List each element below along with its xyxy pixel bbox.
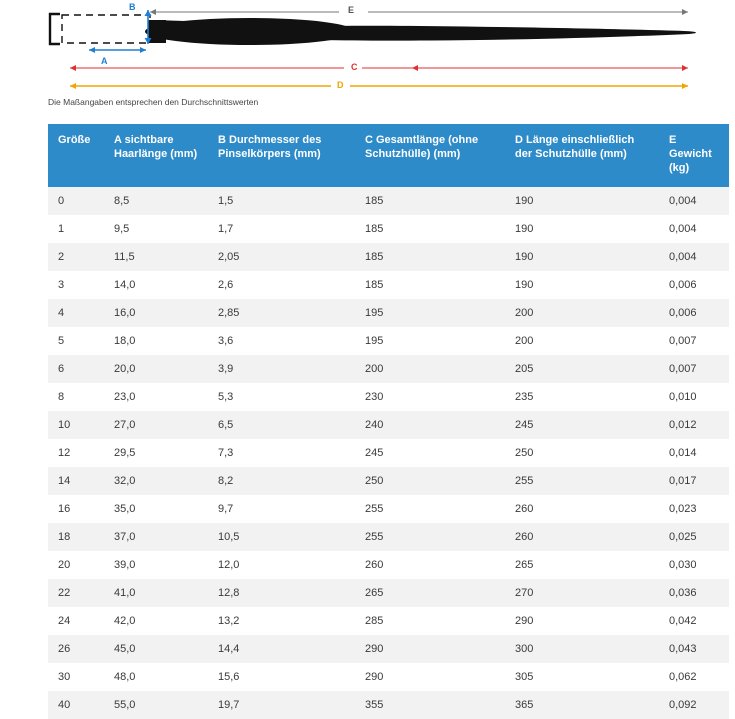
cell-c: 200 bbox=[365, 363, 384, 376]
table-body bbox=[48, 187, 729, 719]
brush-illustration bbox=[0, 0, 735, 60]
ferrule-outline bbox=[62, 15, 150, 43]
table-header bbox=[48, 124, 729, 187]
cell-d: 190 bbox=[515, 279, 534, 292]
cell-a: 20,0 bbox=[114, 363, 136, 376]
cell-d: 250 bbox=[515, 447, 534, 460]
dimension-a bbox=[89, 47, 146, 53]
cell-size: 10 bbox=[58, 419, 71, 432]
cell-e: 0,004 bbox=[669, 223, 697, 236]
cell-a: 32,0 bbox=[114, 475, 136, 488]
cell-a: 14,0 bbox=[114, 279, 136, 292]
cell-size: 0 bbox=[58, 195, 65, 208]
cell-e: 0,043 bbox=[669, 643, 697, 656]
cell-a: 41,0 bbox=[114, 587, 136, 600]
cell-size: 3 bbox=[58, 279, 65, 292]
cell-size: 14 bbox=[58, 475, 71, 488]
cell-size: 5 bbox=[58, 335, 65, 348]
cell-size: 26 bbox=[58, 643, 71, 656]
table-row bbox=[48, 355, 729, 383]
cell-b: 9,7 bbox=[218, 503, 234, 516]
cell-e: 0,017 bbox=[669, 475, 697, 488]
cell-c: 195 bbox=[365, 335, 384, 348]
cell-a: 37,0 bbox=[114, 531, 136, 544]
specification-table bbox=[48, 124, 729, 719]
cell-a: 42,0 bbox=[114, 615, 136, 628]
cell-a: 16,0 bbox=[114, 307, 136, 320]
cell-b: 14,4 bbox=[218, 643, 240, 656]
cell-size: 12 bbox=[58, 447, 71, 460]
cell-d: 190 bbox=[515, 251, 534, 264]
cell-a: 18,0 bbox=[114, 335, 136, 348]
column-header-e: E Gewicht (kg) bbox=[659, 124, 729, 187]
cell-d: 190 bbox=[515, 223, 534, 236]
cell-c: 240 bbox=[365, 419, 384, 432]
specification-table-wrapper bbox=[48, 124, 712, 719]
cell-a: 35,0 bbox=[114, 503, 136, 516]
table-row bbox=[48, 243, 729, 271]
cell-b: 13,2 bbox=[218, 615, 240, 628]
table-row bbox=[48, 215, 729, 243]
cell-e: 0,023 bbox=[669, 503, 697, 516]
cell-size: 2 bbox=[58, 251, 65, 264]
cell-c: 290 bbox=[365, 643, 384, 656]
cell-b: 2,05 bbox=[218, 251, 240, 264]
cell-b: 7,3 bbox=[218, 447, 234, 460]
dimension-label-d: D bbox=[337, 80, 344, 90]
cell-e: 0,010 bbox=[669, 391, 697, 404]
cell-size: 4 bbox=[58, 307, 65, 320]
cell-d: 300 bbox=[515, 643, 534, 656]
table-row bbox=[48, 551, 729, 579]
cell-size: 8 bbox=[58, 391, 65, 404]
cell-size: 24 bbox=[58, 615, 71, 628]
cell-a: 8,5 bbox=[114, 195, 130, 208]
cell-c: 285 bbox=[365, 615, 384, 628]
cell-e: 0,062 bbox=[669, 671, 697, 684]
cell-size: 18 bbox=[58, 531, 71, 544]
cell-size: 6 bbox=[58, 363, 65, 376]
cell-b: 6,5 bbox=[218, 419, 234, 432]
cell-c: 195 bbox=[365, 307, 384, 320]
cell-c: 355 bbox=[365, 699, 384, 712]
cell-e: 0,036 bbox=[669, 587, 697, 600]
cell-d: 255 bbox=[515, 475, 534, 488]
dimension-c bbox=[70, 65, 688, 71]
cell-b: 19,7 bbox=[218, 699, 240, 712]
cell-e: 0,007 bbox=[669, 363, 697, 376]
table-row bbox=[48, 439, 729, 467]
cell-a: 39,0 bbox=[114, 559, 136, 572]
cell-d: 305 bbox=[515, 671, 534, 684]
cell-b: 3,6 bbox=[218, 335, 234, 348]
cell-d: 270 bbox=[515, 587, 534, 600]
cell-e: 0,025 bbox=[669, 531, 697, 544]
cell-e: 0,014 bbox=[669, 447, 697, 460]
cell-b: 2,85 bbox=[218, 307, 240, 320]
table-row bbox=[48, 635, 729, 663]
brush-neck bbox=[148, 20, 166, 43]
cell-size: 1 bbox=[58, 223, 65, 236]
diagram-caption: Die Maßangaben entsprechen den Durchschnittswerten bbox=[48, 97, 259, 107]
cell-a: 29,5 bbox=[114, 447, 136, 460]
column-header-d: D Länge einschließlich der Schutzhülle (mm) bbox=[505, 124, 659, 187]
cell-e: 0,030 bbox=[669, 559, 697, 572]
table-row bbox=[48, 663, 729, 691]
table-row bbox=[48, 523, 729, 551]
cell-c: 185 bbox=[365, 195, 384, 208]
table-row bbox=[48, 327, 729, 355]
brush-dimension-diagram bbox=[0, 0, 735, 112]
cell-b: 1,5 bbox=[218, 195, 234, 208]
column-header-a: A sichtbare Haarlänge (mm) bbox=[104, 124, 208, 187]
table-row bbox=[48, 579, 729, 607]
table-row bbox=[48, 299, 729, 327]
cell-b: 12,8 bbox=[218, 587, 240, 600]
cell-c: 185 bbox=[365, 279, 384, 292]
cell-b: 8,2 bbox=[218, 475, 234, 488]
column-header-c: C Gesamtlänge (ohne Schutzhülle) (mm) bbox=[355, 124, 505, 187]
dimension-label-e: E bbox=[348, 5, 355, 15]
cell-a: 9,5 bbox=[114, 223, 130, 236]
cell-a: 48,0 bbox=[114, 671, 136, 684]
cell-d: 260 bbox=[515, 531, 534, 544]
dimension-d bbox=[70, 83, 688, 89]
cell-e: 0,042 bbox=[669, 615, 697, 628]
cell-c: 185 bbox=[365, 223, 384, 236]
cell-e: 0,012 bbox=[669, 419, 697, 432]
diagram-svg bbox=[0, 0, 735, 112]
cell-size: 30 bbox=[58, 671, 71, 684]
cell-e: 0,004 bbox=[669, 251, 697, 264]
cell-d: 190 bbox=[515, 195, 534, 208]
handle-bracket bbox=[50, 14, 60, 44]
cell-c: 255 bbox=[365, 503, 384, 516]
cell-b: 15,6 bbox=[218, 671, 240, 684]
cell-a: 11,5 bbox=[114, 251, 135, 264]
table-row bbox=[48, 187, 729, 215]
cell-c: 290 bbox=[365, 671, 384, 684]
table-row bbox=[48, 495, 729, 523]
cell-e: 0,004 bbox=[669, 195, 697, 208]
cell-e: 0,006 bbox=[669, 279, 697, 292]
cell-d: 200 bbox=[515, 335, 534, 348]
cell-d: 265 bbox=[515, 559, 534, 572]
cell-c: 250 bbox=[365, 475, 384, 488]
cell-size: 16 bbox=[58, 503, 71, 516]
cell-b: 5,3 bbox=[218, 391, 234, 404]
cell-e: 0,092 bbox=[669, 699, 697, 712]
column-header-size: Größe bbox=[48, 124, 104, 187]
cell-e: 0,006 bbox=[669, 307, 697, 320]
cell-d: 365 bbox=[515, 699, 534, 712]
cell-b: 2,6 bbox=[218, 279, 234, 292]
cell-a: 27,0 bbox=[114, 419, 136, 432]
cell-d: 260 bbox=[515, 503, 534, 516]
cell-a: 45,0 bbox=[114, 643, 136, 656]
table-row bbox=[48, 691, 729, 719]
column-header-b: B Durchmesser des Pinselkörpers (mm) bbox=[208, 124, 355, 187]
cell-d: 200 bbox=[515, 307, 534, 320]
cell-size: 40 bbox=[58, 699, 71, 712]
cell-a: 55,0 bbox=[114, 699, 136, 712]
cell-c: 185 bbox=[365, 251, 384, 264]
cell-e: 0,007 bbox=[669, 335, 697, 348]
table-row bbox=[48, 467, 729, 495]
cell-b: 12,0 bbox=[218, 559, 240, 572]
cell-c: 255 bbox=[365, 531, 384, 544]
cell-c: 245 bbox=[365, 447, 384, 460]
cell-c: 230 bbox=[365, 391, 384, 404]
cell-c: 260 bbox=[365, 559, 384, 572]
table-row bbox=[48, 271, 729, 299]
cell-d: 235 bbox=[515, 391, 534, 404]
cell-b: 3,9 bbox=[218, 363, 234, 376]
table-row bbox=[48, 411, 729, 439]
table-row bbox=[48, 383, 729, 411]
cell-d: 205 bbox=[515, 363, 534, 376]
table-header-row bbox=[48, 124, 729, 187]
cell-b: 1,7 bbox=[218, 223, 234, 236]
cell-b: 10,5 bbox=[218, 531, 240, 544]
cell-a: 23,0 bbox=[114, 391, 136, 404]
cell-size: 20 bbox=[58, 559, 71, 572]
dimension-e bbox=[150, 9, 688, 15]
dimension-label-a: A bbox=[101, 56, 108, 66]
cell-d: 245 bbox=[515, 419, 534, 432]
table-row bbox=[48, 607, 729, 635]
cell-d: 290 bbox=[515, 615, 534, 628]
cell-c: 265 bbox=[365, 587, 384, 600]
brush-belly bbox=[145, 18, 355, 45]
cell-size: 22 bbox=[58, 587, 71, 600]
dimension-label-c: C bbox=[351, 62, 358, 72]
dimension-label-b: B bbox=[129, 2, 136, 12]
